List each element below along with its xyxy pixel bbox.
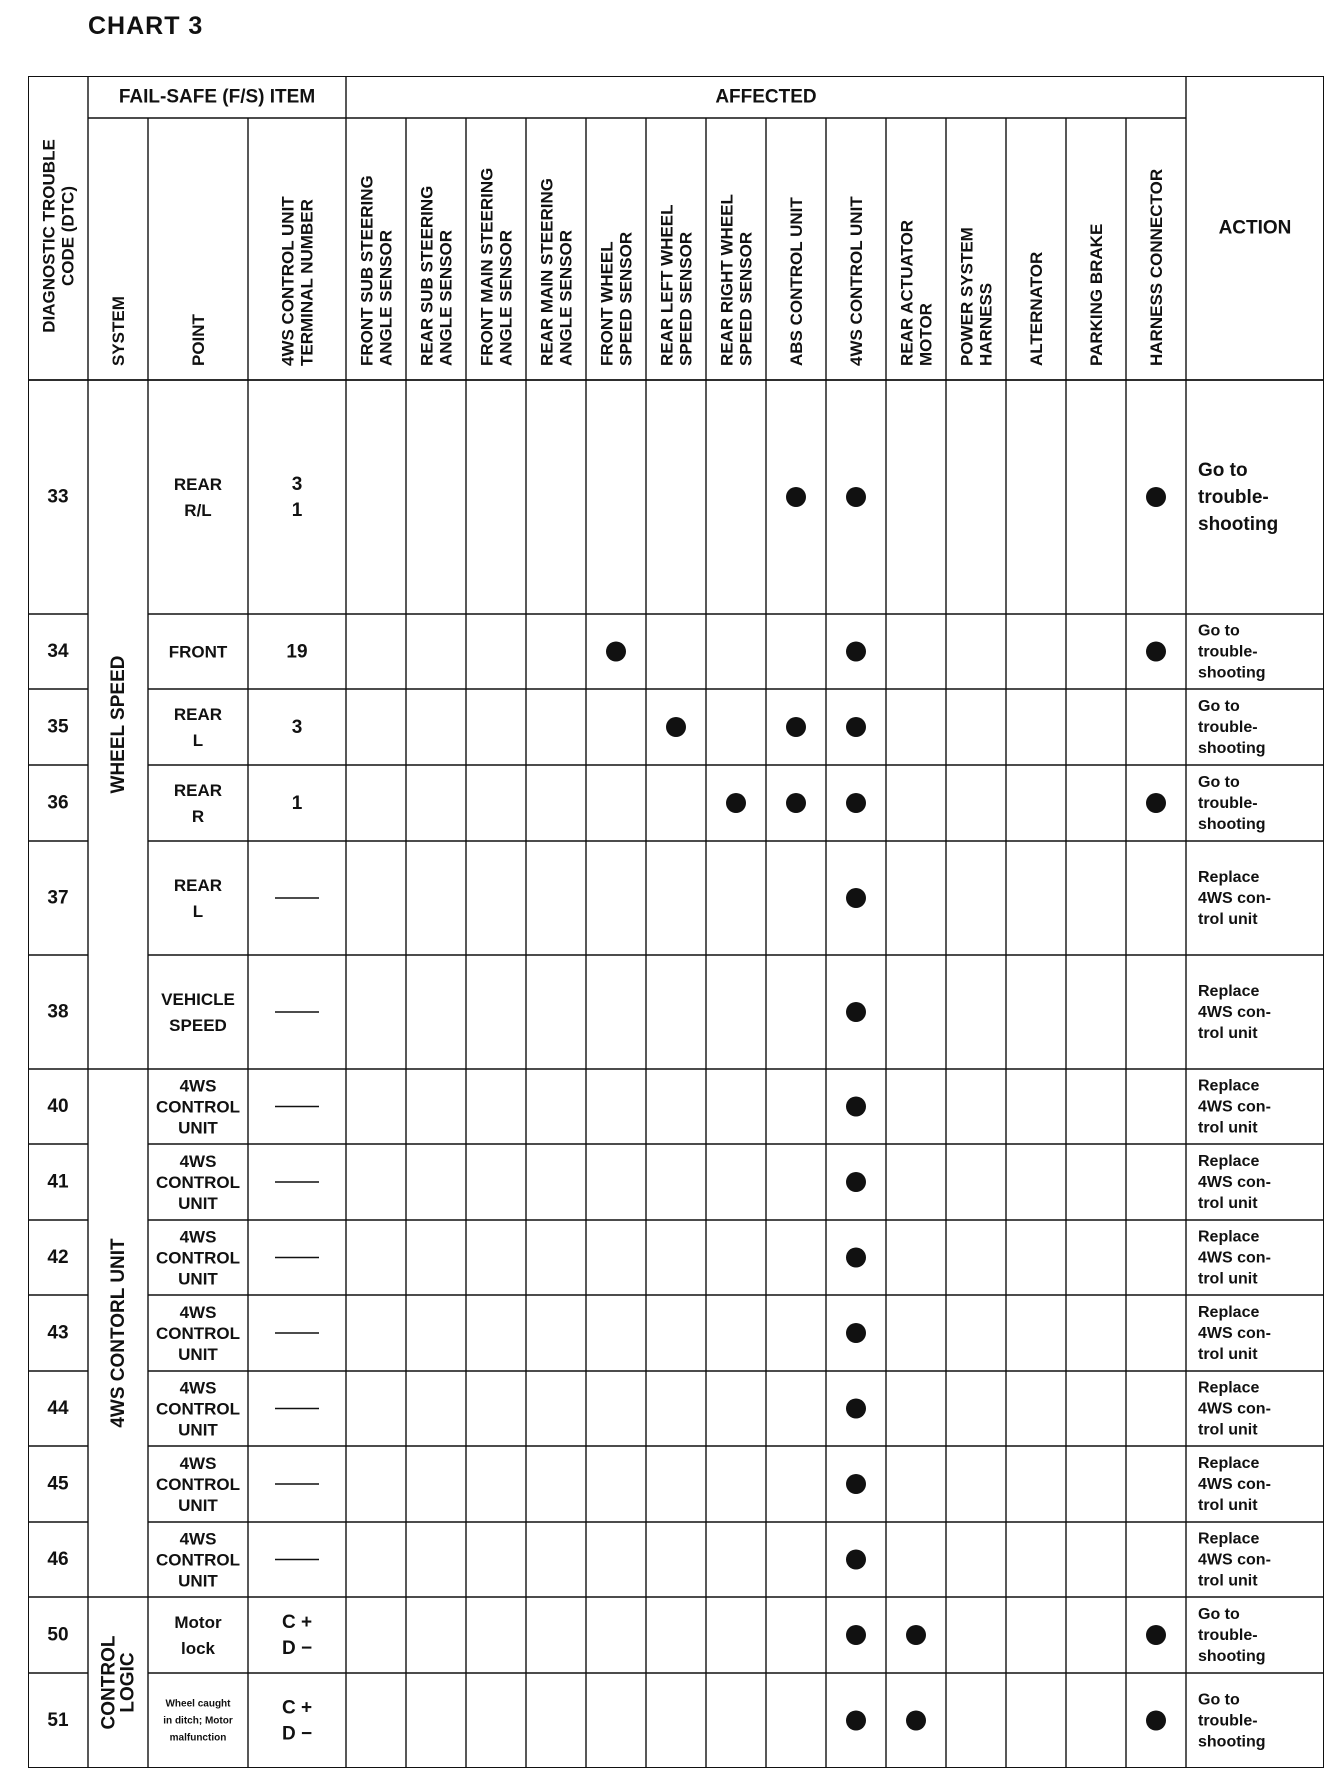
point-cell: 4WS CONTROL UNIT	[155, 1151, 241, 1213]
dtc-code: 46	[47, 1549, 69, 1570]
action-cell: Replace 4WS con-trol unit	[1198, 982, 1271, 1042]
affected-dot	[846, 1172, 866, 1192]
affected-col-header: POWER SYSTEMHARNESS	[957, 227, 995, 366]
action-cell: Go to trouble-shooting	[1198, 622, 1266, 681]
affected-col-header: REAR SUB STEERINGANGLE SENSOR	[417, 185, 455, 366]
affected-dot	[786, 793, 806, 813]
system-label: 4WS CONTORL UNIT	[107, 1238, 129, 1428]
affected-dot	[846, 642, 866, 662]
terminal-cell: 19	[286, 641, 308, 662]
affected-col-header: REAR LEFT WHEELSPEED SENSOR	[657, 204, 695, 366]
affected-dot	[906, 1625, 926, 1645]
point-header: POINT	[188, 314, 208, 366]
affected-dot	[846, 1625, 866, 1645]
affected-dot	[846, 1399, 866, 1419]
point-cell: REAR R	[173, 780, 223, 826]
dtc-code: 38	[47, 1001, 69, 1023]
affected-dot	[846, 487, 866, 507]
terminal-header: 4WS CONTROL UNITTERMINAL NUMBER	[278, 196, 316, 366]
terminal-cell: C + D −	[281, 1697, 313, 1744]
action-cell: Go to trouble-shooting	[1198, 1691, 1266, 1750]
dtc-code: 34	[47, 641, 69, 662]
point-cell: 4WS CONTROL UNIT	[155, 1378, 241, 1439]
dtc-code: 40	[47, 1096, 69, 1117]
affected-dot	[846, 1323, 866, 1343]
affected-dot	[846, 1711, 866, 1731]
affected-col-header: ABS CONTROL UNIT	[786, 197, 806, 366]
affected-dot	[666, 717, 686, 737]
terminal-cell: 1	[291, 792, 303, 814]
affected-dot	[846, 1097, 866, 1117]
affected-col-header: FRONT SUB STEERINGANGLE SENSOR	[357, 175, 395, 366]
action-cell: Replace 4WS con-trol unit	[1198, 868, 1271, 928]
dtc-chart-table	[28, 76, 1324, 1768]
affected-dot	[846, 793, 866, 813]
action-cell: Go to trouble-shooting	[1198, 459, 1279, 535]
affected-dot	[1146, 642, 1166, 662]
action-cell: Replace 4WS con-trol unit	[1198, 1454, 1271, 1514]
dtc-code: 35	[47, 716, 69, 738]
dtc-code: 36	[47, 792, 69, 814]
dtc-code: 51	[47, 1710, 69, 1731]
affected-col-header: FRONT MAIN STEERINGANGLE SENSOR	[477, 167, 515, 366]
affected-dot	[846, 888, 866, 908]
affected-col-header: HARNESS CONNECTOR	[1146, 168, 1166, 366]
terminal-cell: 3	[291, 716, 303, 738]
point-cell: 4WS CONTROL UNIT	[155, 1453, 241, 1515]
action-cell: Replace 4WS con-trol unit	[1198, 1228, 1271, 1287]
point-cell: REAR L	[173, 704, 223, 750]
point-cell: Motor lock	[174, 1612, 222, 1658]
affected-col-header: 4WS CONTROL UNIT	[846, 196, 866, 366]
affected-dot	[846, 1002, 866, 1022]
action-cell: Go to trouble-shooting	[1198, 1605, 1266, 1665]
point-cell: Wheel caught in ditch; Motor malfunction	[163, 1698, 233, 1743]
terminal-cell: C + D −	[281, 1611, 313, 1659]
point-cell: FRONT	[168, 642, 228, 661]
affected-col-header: REAR MAIN STEERINGANGLE SENSOR	[537, 178, 575, 366]
affected-col-header: PARKING BRAKE	[1086, 223, 1106, 366]
point-cell: REAR R/L	[173, 474, 223, 520]
affected-dot	[726, 793, 746, 813]
affected-dot	[846, 1550, 866, 1570]
failsafe-header: FAIL-SAFE (F/S) ITEM	[118, 86, 316, 108]
affected-col-header: REAR ACTUATORMOTOR	[897, 219, 935, 366]
dtc-code: 44	[47, 1398, 69, 1419]
dtc-code: 41	[47, 1171, 69, 1193]
point-cell: 4WS CONTROL UNIT	[155, 1076, 241, 1137]
dtc-code: 43	[47, 1322, 69, 1344]
point-cell: REAR L	[173, 875, 223, 921]
chart-title: CHART 3	[88, 12, 204, 40]
affected-col-header: FRONT WHEELSPEED SENSOR	[597, 231, 635, 366]
action-header: ACTION	[1218, 217, 1292, 239]
affected-dot	[906, 1711, 926, 1731]
affected-dot	[846, 1248, 866, 1268]
affected-dot	[846, 1474, 866, 1494]
dtc-header: DIAGNOSTIC TROUBLECODE (DTC)	[39, 139, 77, 333]
system-label: WHEEL SPEED	[107, 655, 129, 794]
system-label: CONTROLLOGIC	[98, 1635, 138, 1730]
affected-col-header: REAR RIGHT WHEELSPEED SENSOR	[717, 194, 755, 366]
affected-dot	[846, 717, 866, 737]
affected-dot	[786, 487, 806, 507]
dtc-code: 37	[47, 887, 69, 909]
affected-dot	[606, 642, 626, 662]
affected-dot	[786, 717, 806, 737]
dtc-code: 42	[47, 1247, 69, 1268]
affected-header: AFFECTED	[715, 86, 817, 108]
affected-dot	[1146, 1625, 1166, 1645]
action-cell: Replace 4WS con-trol unit	[1198, 1303, 1271, 1363]
dtc-code: 33	[47, 486, 69, 508]
action-cell: Replace 4WS con-trol unit	[1198, 1077, 1271, 1136]
affected-dot	[1146, 793, 1166, 813]
action-cell: Go to trouble-shooting	[1198, 773, 1266, 833]
point-cell: 4WS CONTROL UNIT	[155, 1302, 241, 1364]
dtc-code: 50	[47, 1624, 69, 1646]
action-cell: Replace 4WS con-trol unit	[1198, 1379, 1271, 1438]
point-cell: VEHICLE SPEED	[161, 989, 235, 1035]
action-cell: Go to trouble-shooting	[1198, 697, 1266, 757]
action-cell: Replace 4WS con-trol unit	[1198, 1530, 1271, 1589]
affected-col-header: ALTERNATOR	[1026, 251, 1046, 366]
system-header: SYSTEM	[108, 296, 128, 366]
terminal-cell: 3 1	[291, 473, 303, 521]
affected-dot	[1146, 487, 1166, 507]
action-cell: Replace 4WS con-trol unit	[1198, 1152, 1271, 1212]
dtc-code: 45	[47, 1473, 69, 1495]
point-cell: 4WS CONTROL UNIT	[155, 1227, 241, 1288]
point-cell: 4WS CONTROL UNIT	[155, 1529, 241, 1590]
affected-dot	[1146, 1711, 1166, 1731]
